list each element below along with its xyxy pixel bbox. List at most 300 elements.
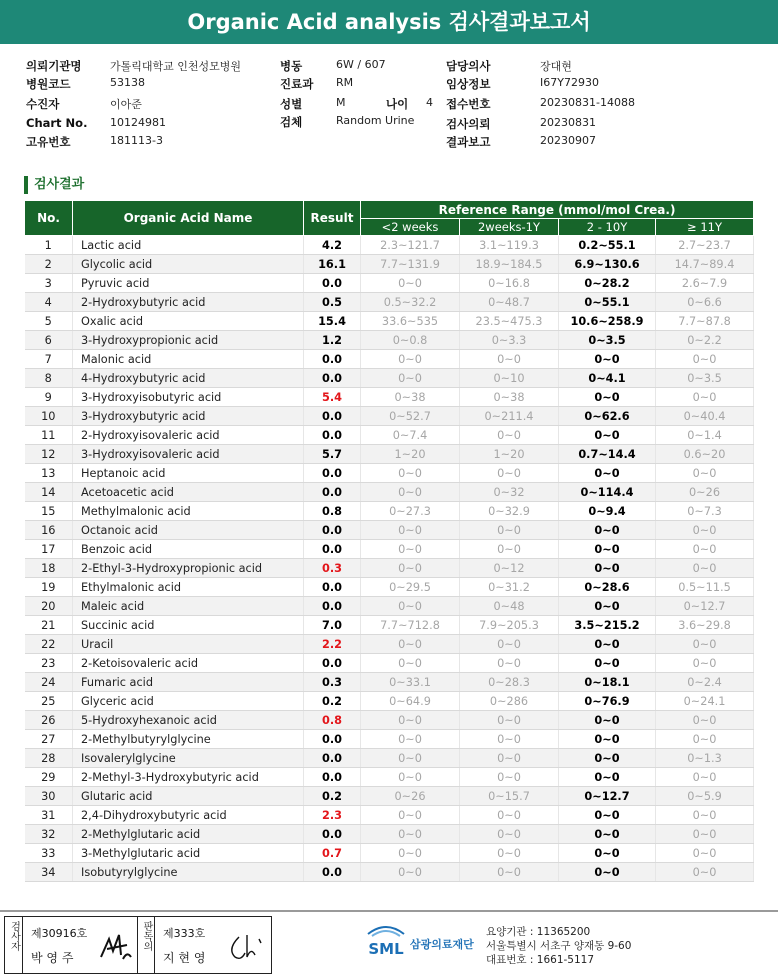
row-result: 1.2	[304, 331, 361, 350]
row-ref-under-2w: 0~52.7	[361, 407, 460, 426]
row-ref-over-11y: 0~2.2	[656, 331, 754, 350]
col-ref-header: Reference Range (mmol/mol Crea.)	[361, 201, 754, 219]
row-name: Glycolic acid	[73, 255, 304, 274]
row-ref-2-10y: 0~76.9	[559, 692, 656, 711]
report-title: Organic Acid analysis 검사결과보고서	[0, 0, 778, 44]
section-title: 검사결과	[24, 176, 84, 194]
row-ref-over-11y: 0~0	[656, 825, 754, 844]
row-ref-2w-1y: 0~48.7	[460, 293, 559, 312]
row-name: Uracil	[73, 635, 304, 654]
row-ref-2-10y: 0~18.1	[559, 673, 656, 692]
row-no: 9	[25, 388, 73, 407]
table-row	[25, 654, 754, 673]
row-ref-2w-1y: 23.5~475.3	[460, 312, 559, 331]
row-ref-under-2w: 0~29.5	[361, 578, 460, 597]
row-result: 0.0	[304, 863, 361, 882]
ward-label: 병동	[280, 59, 303, 73]
row-ref-2w-1y: 0~211.4	[460, 407, 559, 426]
row-result: 0.0	[304, 540, 361, 559]
table-row	[25, 312, 754, 331]
row-result: 0.0	[304, 768, 361, 787]
row-result: 2.3	[304, 806, 361, 825]
row-result: 5.4	[304, 388, 361, 407]
row-name: 2-Methylglutaric acid	[73, 825, 304, 844]
ref-col-over-11y: ≥ 11Y	[656, 219, 754, 236]
row-ref-2-10y: 0~0	[559, 768, 656, 787]
table-row	[25, 331, 754, 350]
row-name: 2-Methylbutyrylglycine	[73, 730, 304, 749]
row-ref-2-10y: 0~28.2	[559, 274, 656, 293]
row-ref-over-11y: 0~1.3	[656, 749, 754, 768]
table-row	[25, 293, 754, 312]
age-value: 4	[426, 96, 433, 109]
row-no: 30	[25, 787, 73, 806]
row-ref-2-10y: 0~0	[559, 711, 656, 730]
age-label: 나이	[386, 97, 409, 111]
table-row	[25, 464, 754, 483]
chart-label: Chart No.	[26, 116, 88, 130]
row-ref-2-10y: 0~0	[559, 806, 656, 825]
row-ref-2-10y: 0~0	[559, 749, 656, 768]
row-name: Malonic acid	[73, 350, 304, 369]
row-no: 6	[25, 331, 73, 350]
row-no: 3	[25, 274, 73, 293]
doctor-label: 담당의사	[446, 59, 491, 73]
tester-label: 검사자	[5, 917, 23, 973]
report-label: 결과보고	[446, 135, 491, 149]
table-row	[25, 730, 754, 749]
row-result: 0.2	[304, 787, 361, 806]
row-ref-over-11y: 0~1.4	[656, 426, 754, 445]
row-result: 0.0	[304, 464, 361, 483]
row-name: Succinic acid	[73, 616, 304, 635]
row-ref-over-11y: 0~7.3	[656, 502, 754, 521]
row-ref-over-11y: 14.7~89.4	[656, 255, 754, 274]
row-ref-2w-1y: 0~12	[460, 559, 559, 578]
row-ref-under-2w: 7.7~712.8	[361, 616, 460, 635]
row-no: 27	[25, 730, 73, 749]
row-ref-over-11y: 0~12.7	[656, 597, 754, 616]
row-ref-over-11y: 0~0	[656, 388, 754, 407]
row-ref-over-11y: 2.7~23.7	[656, 236, 754, 255]
col-no-header: No.	[25, 201, 73, 236]
row-ref-under-2w: 0~0	[361, 863, 460, 882]
unique-label: 고유번호	[26, 135, 71, 149]
row-name: Isovalerylglycine	[73, 749, 304, 768]
reviewer-label: 판독의	[137, 917, 155, 973]
row-no: 23	[25, 654, 73, 673]
row-result: 16.1	[304, 255, 361, 274]
row-ref-over-11y: 0~0	[656, 806, 754, 825]
row-ref-2w-1y: 0~0	[460, 426, 559, 445]
row-result: 0.0	[304, 350, 361, 369]
row-ref-over-11y: 0~0	[656, 540, 754, 559]
tester-name: 박 영 주	[31, 951, 74, 965]
row-ref-2-10y: 0~0	[559, 388, 656, 407]
row-name: 3-Methylglutaric acid	[73, 844, 304, 863]
dept-label: 진료과	[280, 77, 314, 91]
row-ref-over-11y: 0~5.9	[656, 787, 754, 806]
doctor-value: 장대현	[540, 60, 572, 73]
row-ref-2w-1y: 1~20	[460, 445, 559, 464]
row-ref-over-11y: 0~24.1	[656, 692, 754, 711]
row-no: 31	[25, 806, 73, 825]
ref-col-2-10y: 2 - 10Y	[559, 219, 656, 236]
row-ref-2w-1y: 0~0	[460, 521, 559, 540]
specimen-value: Random Urine	[336, 114, 415, 127]
row-ref-under-2w: 0~0	[361, 559, 460, 578]
request-label: 검사의뢰	[446, 117, 491, 131]
row-no: 32	[25, 825, 73, 844]
row-ref-over-11y: 0~0	[656, 730, 754, 749]
row-name: Methylmalonic acid	[73, 502, 304, 521]
row-ref-over-11y: 3.6~29.8	[656, 616, 754, 635]
row-ref-under-2w: 0.5~32.2	[361, 293, 460, 312]
row-ref-2-10y: 0~0	[559, 350, 656, 369]
row-no: 8	[25, 369, 73, 388]
reviewer-name: 지 현 영	[163, 951, 206, 965]
code-label: 병원코드	[26, 77, 71, 91]
table-row	[25, 616, 754, 635]
table-row	[25, 597, 754, 616]
org-code: 요양기관 : 11365200	[486, 926, 591, 938]
row-ref-under-2w: 0~0	[361, 635, 460, 654]
row-ref-2w-1y: 0~0	[460, 768, 559, 787]
row-name: Ethylmalonic acid	[73, 578, 304, 597]
row-ref-2w-1y: 0~0	[460, 863, 559, 882]
row-name: Acetoacetic acid	[73, 483, 304, 502]
row-ref-under-2w: 7.7~131.9	[361, 255, 460, 274]
row-ref-2w-1y: 0~0	[460, 825, 559, 844]
row-ref-2-10y: 0~4.1	[559, 369, 656, 388]
svg-text:SML: SML	[368, 940, 404, 958]
row-result: 7.0	[304, 616, 361, 635]
table-row	[25, 559, 754, 578]
row-name: 3-Hydroxyisovaleric acid	[73, 445, 304, 464]
receipt-label: 접수번호	[446, 97, 491, 111]
row-ref-2w-1y: 0~32	[460, 483, 559, 502]
table-row	[25, 635, 754, 654]
row-no: 16	[25, 521, 73, 540]
row-no: 34	[25, 863, 73, 882]
hospital-value: 가톨릭대학교 인천성모병원	[110, 60, 242, 73]
row-no: 12	[25, 445, 73, 464]
row-no: 22	[25, 635, 73, 654]
row-result: 0.2	[304, 692, 361, 711]
row-ref-2-10y: 0~114.4	[559, 483, 656, 502]
row-ref-under-2w: 0~0	[361, 654, 460, 673]
row-ref-over-11y: 0~0	[656, 768, 754, 787]
row-result: 0.0	[304, 426, 361, 445]
table-row	[25, 806, 754, 825]
row-ref-under-2w: 33.6~535	[361, 312, 460, 331]
row-ref-under-2w: 0~0	[361, 597, 460, 616]
row-ref-2w-1y: 3.1~119.3	[460, 236, 559, 255]
table-row	[25, 445, 754, 464]
row-ref-under-2w: 0~0	[361, 274, 460, 293]
org-phone: 대표번호 : 1661-5117	[486, 954, 595, 966]
row-name: 4-Hydroxybutyric acid	[73, 369, 304, 388]
row-ref-under-2w: 0~0	[361, 806, 460, 825]
row-ref-2-10y: 3.5~215.2	[559, 616, 656, 635]
row-result: 2.2	[304, 635, 361, 654]
row-ref-2-10y: 0~0	[559, 540, 656, 559]
row-ref-over-11y: 0~0	[656, 521, 754, 540]
row-ref-2-10y: 0~0	[559, 597, 656, 616]
row-ref-over-11y: 0~0	[656, 350, 754, 369]
row-ref-under-2w: 0~0	[361, 711, 460, 730]
row-name: Glyceric acid	[73, 692, 304, 711]
table-row	[25, 578, 754, 597]
row-result: 0.0	[304, 521, 361, 540]
row-result: 0.5	[304, 293, 361, 312]
row-ref-under-2w: 0~7.4	[361, 426, 460, 445]
row-result: 0.0	[304, 825, 361, 844]
row-ref-over-11y: 0~2.4	[656, 673, 754, 692]
row-ref-under-2w: 0~0	[361, 521, 460, 540]
row-ref-over-11y: 0~26	[656, 483, 754, 502]
hospital-label: 의뢰기관명	[26, 59, 82, 73]
row-ref-under-2w: 2.3~121.7	[361, 236, 460, 255]
row-no: 2	[25, 255, 73, 274]
row-ref-2-10y: 0~0	[559, 863, 656, 882]
row-ref-2w-1y: 0~0	[460, 749, 559, 768]
row-ref-2w-1y: 0~0	[460, 464, 559, 483]
row-ref-2-10y: 0~0	[559, 730, 656, 749]
table-row	[25, 350, 754, 369]
specimen-label: 검체	[280, 115, 303, 129]
sex-label: 성별	[280, 97, 303, 111]
footer-divider	[0, 910, 778, 912]
row-result: 0.0	[304, 749, 361, 768]
row-ref-2-10y: 0~28.6	[559, 578, 656, 597]
row-ref-under-2w: 0~0	[361, 730, 460, 749]
row-no: 29	[25, 768, 73, 787]
table-row	[25, 274, 754, 293]
row-ref-2-10y: 0~0	[559, 825, 656, 844]
code-value: 53138	[110, 76, 145, 89]
row-ref-under-2w: 0~0	[361, 350, 460, 369]
row-ref-2-10y: 0~9.4	[559, 502, 656, 521]
row-result: 4.2	[304, 236, 361, 255]
table-row	[25, 711, 754, 730]
row-no: 7	[25, 350, 73, 369]
org-info	[486, 925, 631, 967]
row-name: Maleic acid	[73, 597, 304, 616]
table-row	[25, 540, 754, 559]
row-name: 2,4-Dihydroxybutyric acid	[73, 806, 304, 825]
row-no: 10	[25, 407, 73, 426]
row-ref-2w-1y: 0~286	[460, 692, 559, 711]
row-ref-2-10y: 0~0	[559, 426, 656, 445]
row-name: 2-Hydroxybutyric acid	[73, 293, 304, 312]
row-no: 33	[25, 844, 73, 863]
row-name: Lactic acid	[73, 236, 304, 255]
row-result: 0.8	[304, 502, 361, 521]
org-name: 삼광의료재단	[410, 938, 474, 951]
row-ref-2w-1y: 0~32.9	[460, 502, 559, 521]
row-ref-under-2w: 0~0	[361, 464, 460, 483]
row-ref-under-2w: 0~0	[361, 540, 460, 559]
table-row	[25, 236, 754, 255]
row-ref-2w-1y: 0~16.8	[460, 274, 559, 293]
tester-signature	[97, 929, 133, 965]
row-result: 0.0	[304, 274, 361, 293]
row-ref-under-2w: 1~20	[361, 445, 460, 464]
row-ref-2w-1y: 18.9~184.5	[460, 255, 559, 274]
row-ref-over-11y: 0~0	[656, 464, 754, 483]
chart-value: 10124981	[110, 116, 166, 129]
dept-value: RM	[336, 76, 354, 89]
row-name: 2-Hydroxyisovaleric acid	[73, 426, 304, 445]
row-ref-over-11y: 0.6~20	[656, 445, 754, 464]
row-no: 26	[25, 711, 73, 730]
row-ref-over-11y: 0~0	[656, 711, 754, 730]
row-ref-under-2w: 0~0	[361, 369, 460, 388]
row-ref-over-11y: 7.7~87.8	[656, 312, 754, 331]
table-row	[25, 749, 754, 768]
ref-col-under-2w: <2 weeks	[361, 219, 460, 236]
row-ref-2-10y: 0.7~14.4	[559, 445, 656, 464]
row-ref-under-2w: 0~0	[361, 749, 460, 768]
row-name: 5-Hydroxyhexanoic acid	[73, 711, 304, 730]
row-ref-2-10y: 10.6~258.9	[559, 312, 656, 331]
row-ref-under-2w: 0~0.8	[361, 331, 460, 350]
row-ref-2-10y: 0~62.6	[559, 407, 656, 426]
row-ref-2w-1y: 0~0	[460, 730, 559, 749]
row-name: 3-Hydroxybutyric acid	[73, 407, 304, 426]
table-row	[25, 521, 754, 540]
row-ref-over-11y: 0~0	[656, 559, 754, 578]
row-ref-2-10y: 0~12.7	[559, 787, 656, 806]
row-name: Heptanoic acid	[73, 464, 304, 483]
row-result: 0.0	[304, 369, 361, 388]
row-ref-2-10y: 0~0	[559, 464, 656, 483]
request-value: 20230831	[540, 116, 596, 129]
row-result: 15.4	[304, 312, 361, 331]
row-result: 0.0	[304, 578, 361, 597]
row-result: 0.3	[304, 559, 361, 578]
row-result: 0.0	[304, 597, 361, 616]
row-ref-2w-1y: 0~38	[460, 388, 559, 407]
row-name: Octanoic acid	[73, 521, 304, 540]
col-result-header: Result	[304, 201, 361, 236]
row-ref-2-10y: 0.2~55.1	[559, 236, 656, 255]
tester-no: 제30916호	[31, 927, 88, 940]
row-no: 5	[25, 312, 73, 331]
row-no: 15	[25, 502, 73, 521]
row-name: Glutaric acid	[73, 787, 304, 806]
row-ref-over-11y: 0~0	[656, 635, 754, 654]
row-result: 0.3	[304, 673, 361, 692]
ref-col-2w-1y: 2weeks-1Y	[460, 219, 559, 236]
row-ref-over-11y: 2.6~7.9	[656, 274, 754, 293]
row-no: 14	[25, 483, 73, 502]
results-table	[24, 200, 754, 882]
table-row	[25, 407, 754, 426]
row-name: Fumaric acid	[73, 673, 304, 692]
row-ref-over-11y: 0~6.6	[656, 293, 754, 312]
row-result: 0.0	[304, 483, 361, 502]
row-ref-under-2w: 0~33.1	[361, 673, 460, 692]
reviewer-no: 제333호	[163, 927, 206, 940]
sml-logo	[364, 922, 408, 962]
row-ref-2w-1y: 0~10	[460, 369, 559, 388]
row-name: 2-Ketoisovaleric acid	[73, 654, 304, 673]
table-row	[25, 426, 754, 445]
row-ref-2-10y: 0~55.1	[559, 293, 656, 312]
row-ref-2w-1y: 0~0	[460, 540, 559, 559]
row-no: 11	[25, 426, 73, 445]
row-ref-over-11y: 0~3.5	[656, 369, 754, 388]
table-row	[25, 255, 754, 274]
row-result: 0.0	[304, 654, 361, 673]
row-name: 3-Hydroxyisobutyric acid	[73, 388, 304, 407]
patient-info	[26, 56, 766, 148]
table-row	[25, 483, 754, 502]
row-result: 0.0	[304, 730, 361, 749]
ward-value: 6W / 607	[336, 58, 386, 71]
table-row	[25, 388, 754, 407]
row-no: 19	[25, 578, 73, 597]
report-value: 20230907	[540, 134, 596, 147]
row-name: Pyruvic acid	[73, 274, 304, 293]
row-ref-2w-1y: 0~28.3	[460, 673, 559, 692]
row-ref-under-2w: 0~26	[361, 787, 460, 806]
row-ref-over-11y: 0~0	[656, 654, 754, 673]
row-ref-2w-1y: 0~15.7	[460, 787, 559, 806]
row-ref-under-2w: 0~27.3	[361, 502, 460, 521]
row-ref-2w-1y: 7.9~205.3	[460, 616, 559, 635]
row-name: Oxalic acid	[73, 312, 304, 331]
row-name: 3-Hydroxypropionic acid	[73, 331, 304, 350]
row-no: 17	[25, 540, 73, 559]
row-ref-2-10y: 0~3.5	[559, 331, 656, 350]
row-ref-2w-1y: 0~48	[460, 597, 559, 616]
table-row	[25, 369, 754, 388]
signature-box	[4, 916, 272, 974]
row-ref-over-11y: 0~0	[656, 844, 754, 863]
row-result: 0.0	[304, 407, 361, 426]
reviewer-signature	[225, 931, 265, 965]
table-row	[25, 787, 754, 806]
row-ref-over-11y: 0~0	[656, 863, 754, 882]
row-result: 0.7	[304, 844, 361, 863]
row-ref-under-2w: 0~38	[361, 388, 460, 407]
row-ref-2w-1y: 0~0	[460, 844, 559, 863]
row-no: 18	[25, 559, 73, 578]
row-no: 20	[25, 597, 73, 616]
row-ref-over-11y: 0.5~11.5	[656, 578, 754, 597]
row-no: 13	[25, 464, 73, 483]
receipt-value: 20230831-14088	[540, 96, 635, 109]
row-no: 4	[25, 293, 73, 312]
row-ref-2w-1y: 0~0	[460, 806, 559, 825]
row-no: 24	[25, 673, 73, 692]
row-ref-under-2w: 0~64.9	[361, 692, 460, 711]
row-ref-2w-1y: 0~0	[460, 635, 559, 654]
table-row	[25, 825, 754, 844]
table-row	[25, 863, 754, 882]
row-ref-2w-1y: 0~0	[460, 654, 559, 673]
row-ref-under-2w: 0~0	[361, 768, 460, 787]
row-ref-2-10y: 0~0	[559, 635, 656, 654]
clinical-value: I67Y72930	[540, 76, 599, 89]
table-row	[25, 673, 754, 692]
row-ref-under-2w: 0~0	[361, 483, 460, 502]
org-address: 서울특별시 서초구 양재동 9-60	[486, 940, 632, 952]
row-ref-over-11y: 0~40.4	[656, 407, 754, 426]
